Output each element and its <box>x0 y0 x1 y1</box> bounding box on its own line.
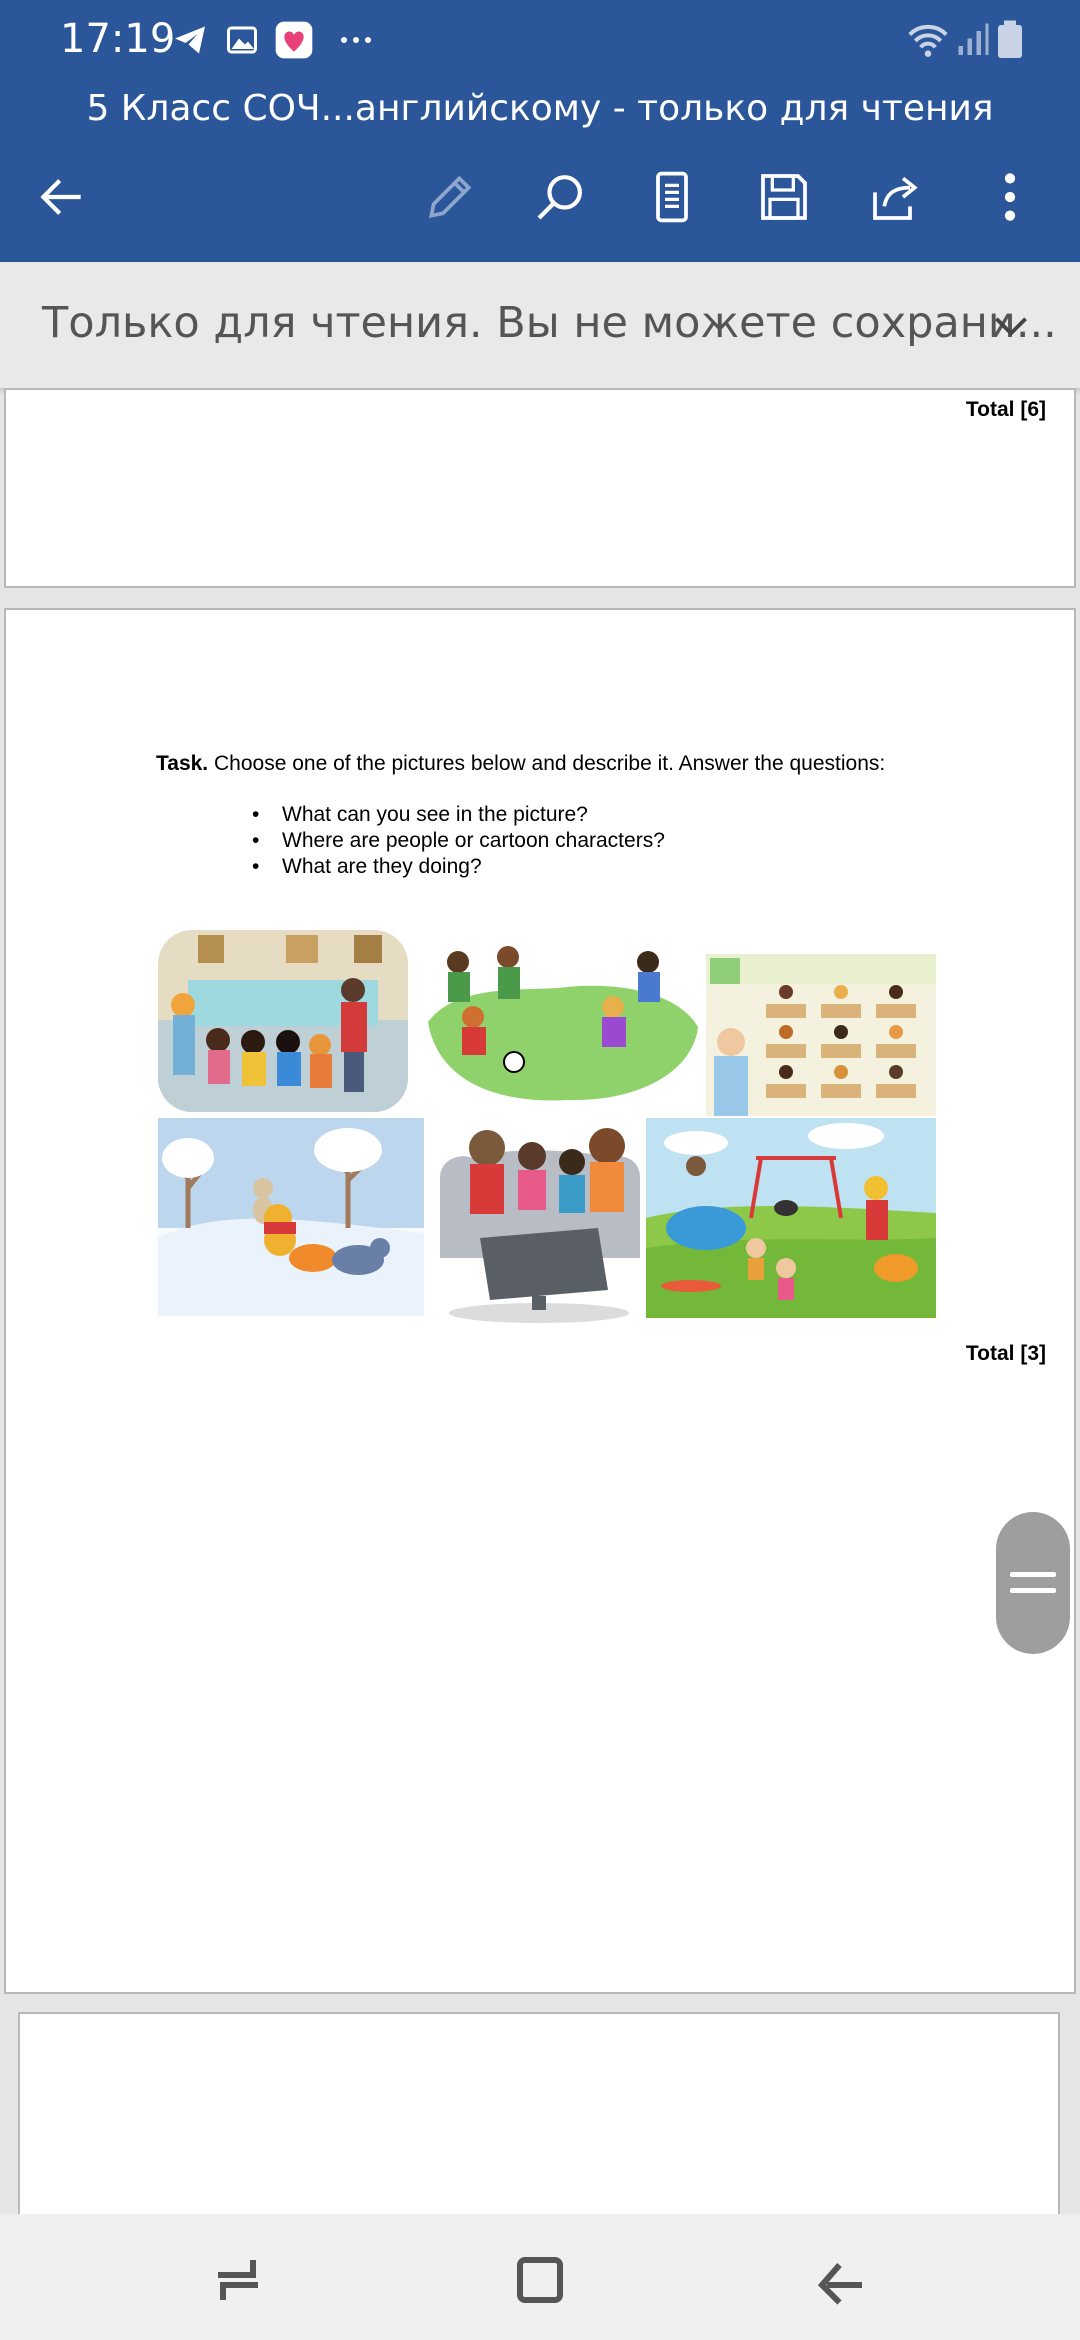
list-item: • What are they doing? <box>282 854 665 880</box>
more-vert-icon <box>982 169 1038 225</box>
total-score: Total [6] <box>965 398 1046 421</box>
likee-icon <box>274 20 314 60</box>
read-only-message: Только для чтения. Вы не можете сохрани... <box>42 298 1057 348</box>
picture-classroom <box>706 954 936 1116</box>
signal-icon <box>954 22 990 58</box>
edit-button[interactable] <box>418 165 482 229</box>
read-only-banner[interactable] <box>0 262 1080 388</box>
question-list <box>282 802 665 880</box>
more-notifications-icon <box>336 22 376 58</box>
scroll-handle[interactable] <box>996 1512 1070 1654</box>
search-icon <box>532 169 588 225</box>
list-item: • Where are people or cartoon characters? <box>282 828 665 854</box>
picture-playground <box>646 1118 936 1318</box>
list-item: • What can you see in the picture? <box>282 802 665 828</box>
document-page-2 <box>4 608 1076 1994</box>
telegram-icon <box>172 22 208 58</box>
picture-museum <box>158 930 408 1112</box>
chevron-down-icon[interactable] <box>986 300 1036 350</box>
share-icon <box>868 169 924 225</box>
gallery-icon <box>224 22 260 58</box>
save-icon <box>756 169 812 225</box>
battery-icon <box>992 20 1028 60</box>
document-page-1 <box>4 388 1076 588</box>
back-nav-button[interactable] <box>812 2250 872 2310</box>
status-time: 17:19 <box>60 16 176 62</box>
back-button[interactable] <box>30 165 94 229</box>
back-arrow-icon <box>34 169 90 225</box>
task-text: Choose one of the pictures below and describe it. Answer the questions: <box>208 752 886 775</box>
status-bar <box>0 0 1080 82</box>
picture-football <box>418 932 704 1108</box>
home-button[interactable] <box>510 2250 570 2310</box>
task-instruction <box>156 752 885 776</box>
more-options-button[interactable] <box>978 165 1042 229</box>
task-label: Task. <box>156 752 209 775</box>
recent-apps-button[interactable] <box>208 2250 268 2310</box>
search-button[interactable] <box>528 165 592 229</box>
picture-winter-cartoon <box>158 1118 424 1316</box>
app-bar <box>0 0 1080 262</box>
document-title: 5 Класс СОЧ...английскому - только для чтения <box>86 88 994 129</box>
wifi-icon <box>906 20 950 60</box>
reading-view-button[interactable] <box>640 165 704 229</box>
pencil-icon <box>422 169 478 225</box>
save-button[interactable] <box>752 165 816 229</box>
system-navigation-bar <box>0 2214 1080 2340</box>
picture-family-tv <box>432 1118 646 1324</box>
share-button[interactable] <box>864 165 928 229</box>
reading-view-icon <box>644 169 700 225</box>
total-score: Total [3] <box>965 1342 1046 1365</box>
